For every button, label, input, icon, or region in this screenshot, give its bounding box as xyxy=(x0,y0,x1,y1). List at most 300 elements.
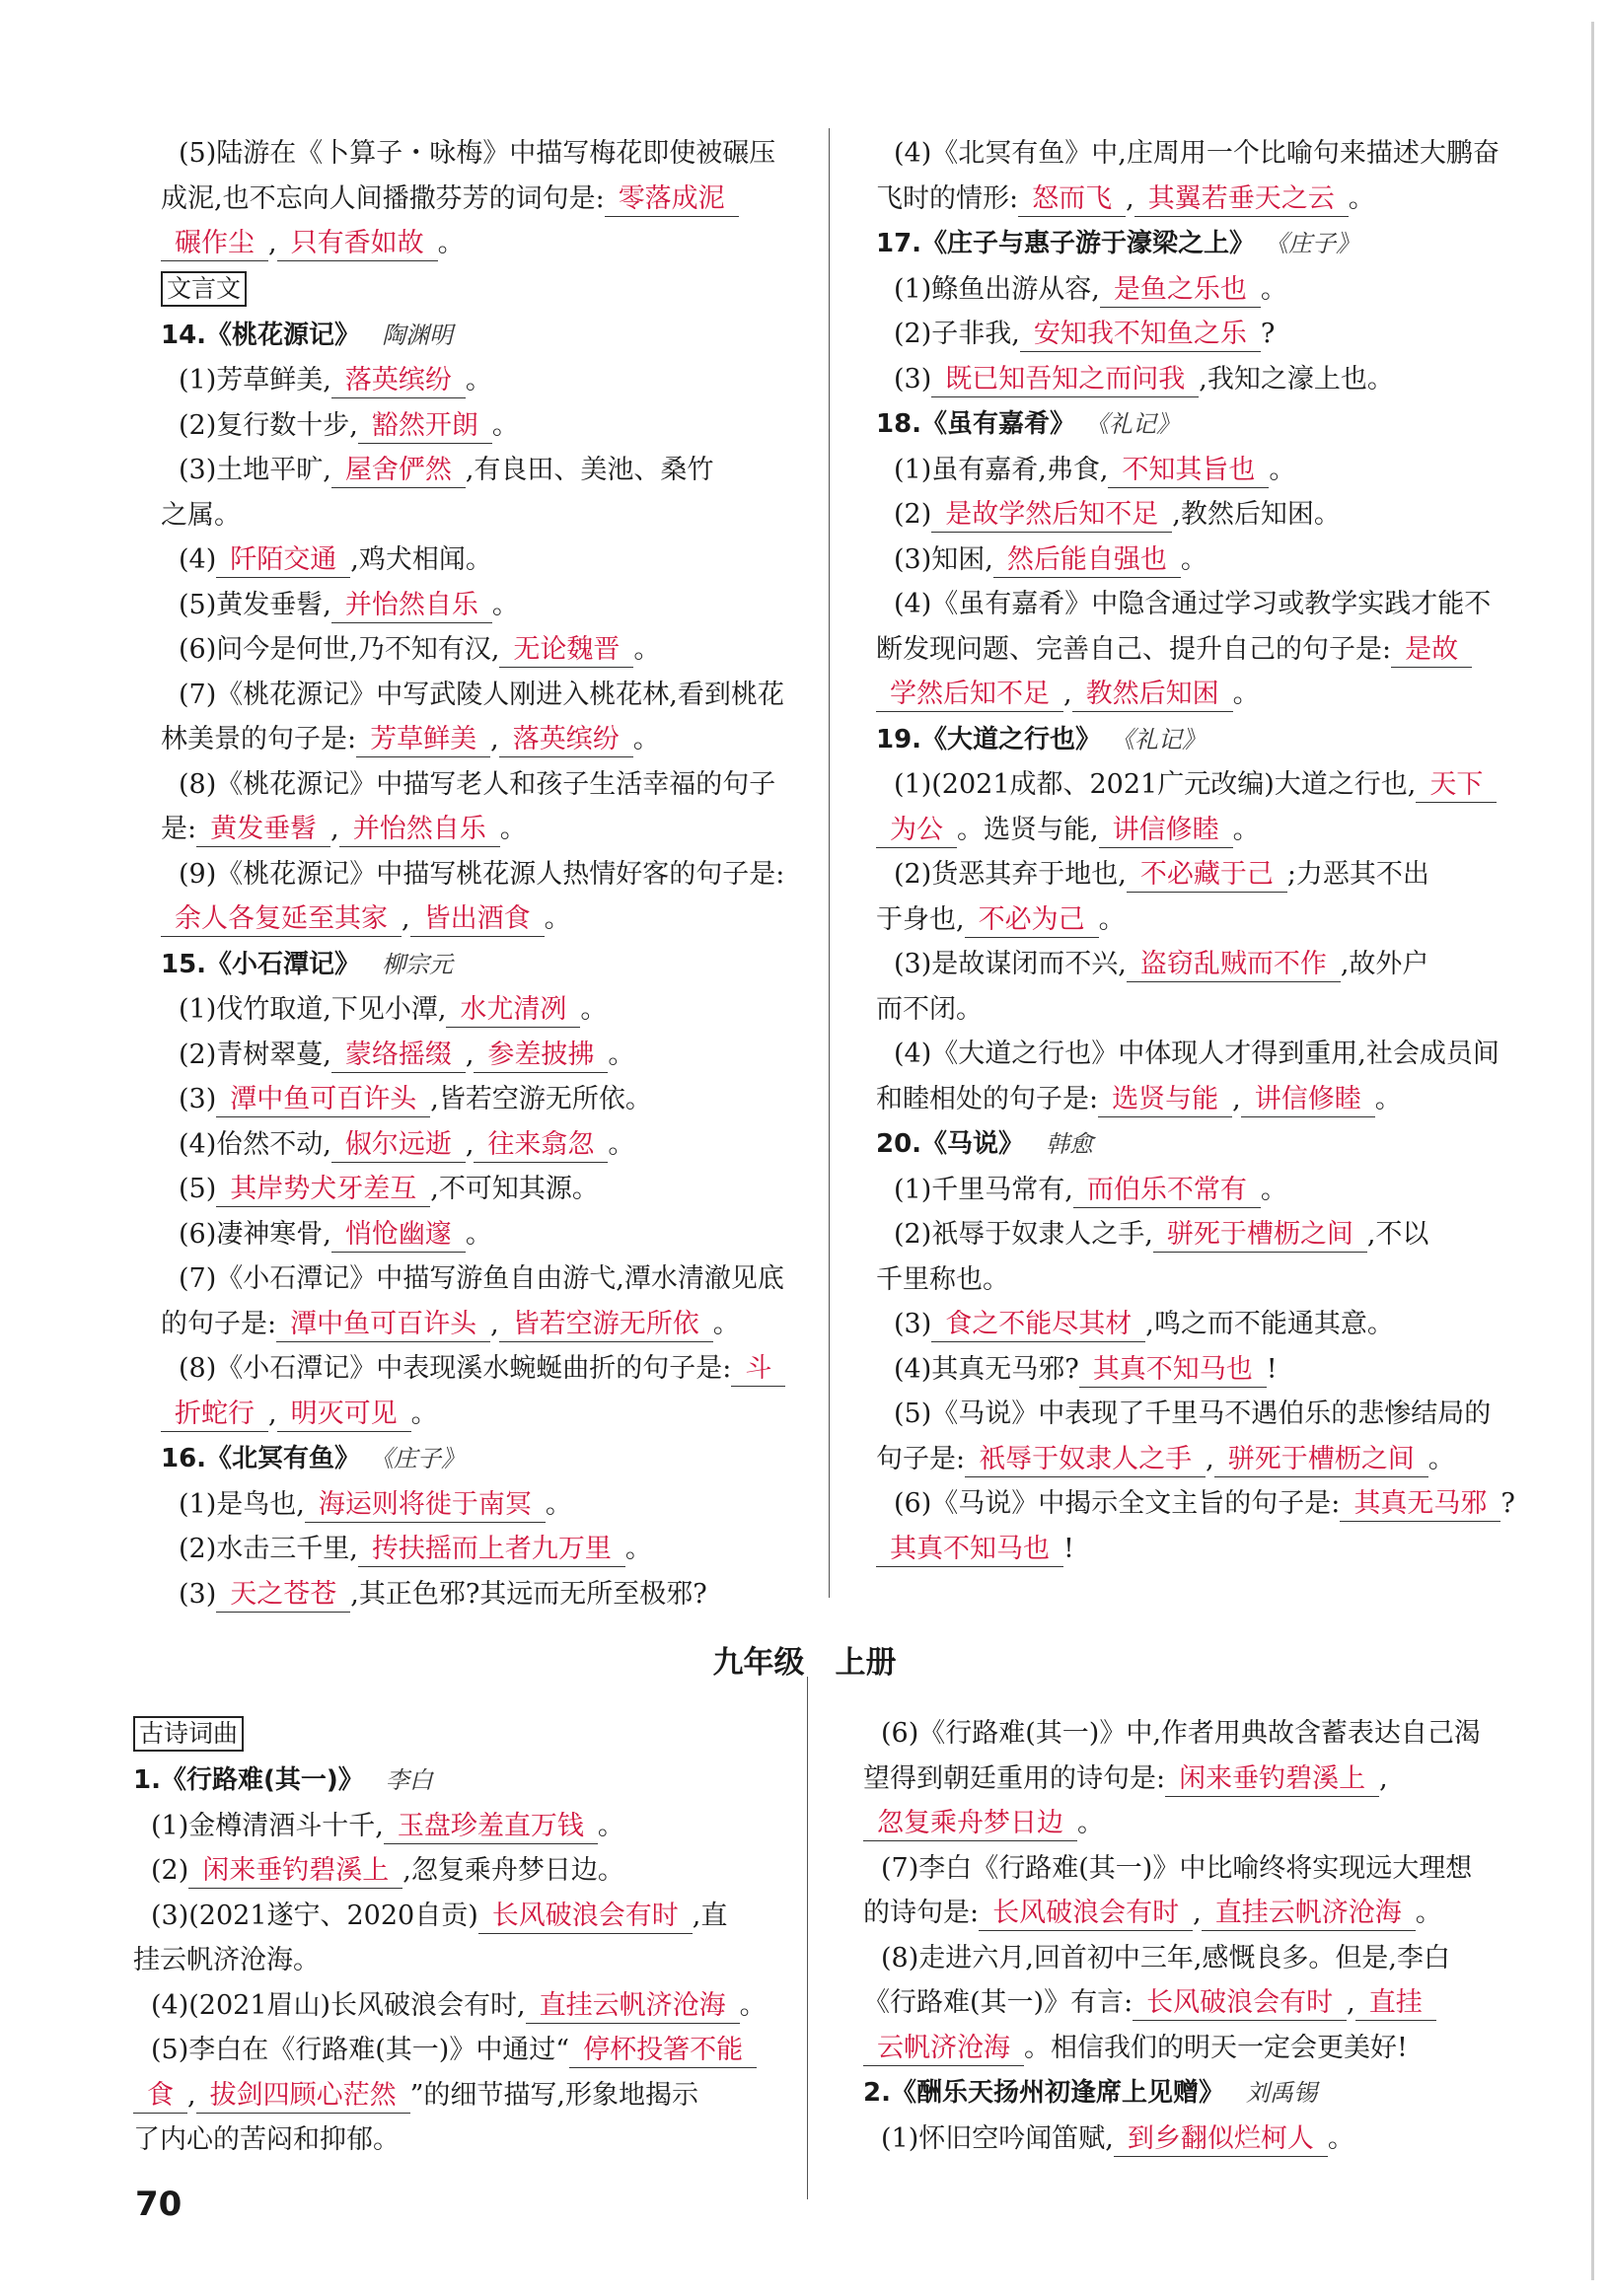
text-line xyxy=(876,808,1493,853)
static-text: 。 xyxy=(608,1039,635,1070)
answer-blank: 是鱼之乐也 xyxy=(1100,273,1261,308)
static-text: 望得到朝廷重用的诗句是: xyxy=(863,1762,1166,1794)
answer-blank: 玉盘珍羞直万钱 xyxy=(384,1810,598,1844)
text-line xyxy=(876,852,1493,897)
text-line xyxy=(876,762,1493,808)
text-line xyxy=(161,987,777,1033)
static-text: (3) xyxy=(894,1309,932,1339)
static-text: 。 xyxy=(544,903,571,934)
static-text: , xyxy=(490,1308,499,1339)
static-text: (2)货恶其弃于地也, xyxy=(894,859,1127,890)
text-line xyxy=(133,2073,779,2118)
text-line xyxy=(876,267,1493,313)
static-text: 。 xyxy=(1232,814,1260,845)
static-text: 。 xyxy=(491,409,519,441)
static-text: (6)问今是何世,乃不知有汉, xyxy=(179,634,500,665)
item-title: 2.《酬乐天扬州初逢席上见赠》 xyxy=(863,2078,1224,2108)
text-line xyxy=(876,448,1493,493)
static-text: , xyxy=(1126,182,1134,214)
static-text: (1)芳草鲜美, xyxy=(179,365,331,395)
text-line xyxy=(133,2028,779,2073)
text-line xyxy=(161,627,777,673)
static-text: 。 xyxy=(437,228,465,258)
item-heading xyxy=(161,942,777,988)
text-line xyxy=(161,221,777,266)
item-author: 李白 xyxy=(385,1766,433,1794)
text-line xyxy=(161,1212,777,1257)
answer-blank: 是故 xyxy=(1391,633,1472,668)
static-text: 断发现问题、完善自己、提升自己的句子是: xyxy=(876,633,1392,665)
item-title: 14.《桃花源记》 xyxy=(161,320,361,350)
answer-blank: 明灭可见 xyxy=(277,1398,411,1432)
column-divider-bottom xyxy=(807,1677,808,2199)
item-heading xyxy=(133,1758,779,1804)
static-text: (3)土地平旷, xyxy=(179,455,331,485)
static-text: (4)《虽有嘉肴》中隐含通过学习或教学实践才能不 xyxy=(894,589,1492,619)
static-text: (8)《桃花源记》中描写老人和孩子生活幸福的句子 xyxy=(179,768,776,800)
answer-blank: 俶尔远逝 xyxy=(331,1128,466,1163)
text-line xyxy=(876,131,1499,177)
text-line xyxy=(876,1437,1493,1482)
text-line xyxy=(876,1347,1493,1393)
text-line xyxy=(161,1346,777,1392)
answer-blank: 悄怆幽邃 xyxy=(331,1218,466,1253)
text-line xyxy=(863,1891,1495,1936)
static-text: (5) xyxy=(179,1174,217,1204)
item-heading xyxy=(863,2070,1495,2117)
answer-blank: 不必藏于己 xyxy=(1127,858,1287,893)
item-title: 15.《小石潭记》 xyxy=(161,949,361,979)
item-author: 刘禹锡 xyxy=(1245,2079,1317,2107)
text-line xyxy=(876,538,1493,583)
static-text: (7)李白《行路难(其一)》中比喻终将实现远大理想 xyxy=(881,1852,1473,1884)
text-line xyxy=(876,177,1493,222)
text-line xyxy=(876,1032,1499,1077)
static-text: 。 xyxy=(1098,903,1126,935)
static-text: 。 xyxy=(465,365,492,395)
static-text: 而不闭。 xyxy=(876,993,983,1025)
static-text: 。 xyxy=(608,1128,635,1160)
text-line xyxy=(876,312,1493,357)
static-text: (1)怀旧空吟闻笛赋, xyxy=(881,2122,1114,2154)
static-text: (8)走进六月,回首初中三年,感慨良多。但是,李白 xyxy=(881,1942,1450,1973)
static-text: ,直 xyxy=(692,1900,728,1931)
answer-blank: 选贤与能 xyxy=(1098,1083,1232,1117)
static-text: 了内心的苦闷和抑郁。 xyxy=(133,2124,400,2155)
static-text: (1)鲦鱼出游从容, xyxy=(894,273,1100,305)
right-column-top xyxy=(876,131,1515,1571)
static-text: ,不以 xyxy=(1366,1219,1429,1250)
answer-blank: 只有香如故 xyxy=(277,227,438,261)
static-text: ? xyxy=(1500,1488,1515,1519)
section-heading: 文言文 xyxy=(161,271,247,307)
answer-blank: 并怡然自乐 xyxy=(331,589,492,623)
left-column-top xyxy=(161,131,785,1616)
answer-blank: 碾作尘 xyxy=(161,227,268,261)
text-line xyxy=(161,358,777,403)
static-text: (2)青树翠蔓, xyxy=(179,1039,331,1070)
static-text: (5)《马说》中表现了千里马不遇伯乐的悲惨结局的 xyxy=(894,1399,1492,1429)
text-line xyxy=(161,403,777,449)
static-text: (2)子非我, xyxy=(894,319,1020,349)
static-text: , xyxy=(268,1398,277,1429)
answer-blank: 讲信修睦 xyxy=(1099,814,1233,848)
answer-blank: 闲来垂钓碧溪上 xyxy=(1165,1762,1379,1797)
text-line xyxy=(876,1168,1493,1213)
item-title: 19.《大道之行也》 xyxy=(876,724,1102,754)
static-text: 。 xyxy=(633,634,661,665)
static-text: 。 xyxy=(1374,1083,1402,1114)
static-text: 。 xyxy=(1415,1898,1442,1928)
text-line xyxy=(876,1212,1493,1257)
static-text: 。选贤与能, xyxy=(957,814,1099,845)
answer-blank: 天下 xyxy=(1416,768,1497,803)
text-line xyxy=(876,1302,1493,1347)
answer-blank: 闲来垂钓碧溪上 xyxy=(188,1854,402,1889)
text-line xyxy=(133,1804,779,1849)
static-text: , xyxy=(402,903,410,934)
text-line xyxy=(161,1122,777,1168)
static-text: ! xyxy=(1063,1533,1074,1564)
static-text: , xyxy=(1232,1083,1241,1114)
text-line xyxy=(161,1302,777,1347)
answer-blank: 其岸势犬牙差互 xyxy=(216,1173,430,1207)
static-text: , xyxy=(330,814,339,844)
static-text: 。 xyxy=(1427,1443,1455,1474)
answer-blank: 是故学然后知不足 xyxy=(931,498,1172,533)
text-line xyxy=(161,1527,777,1572)
text-line xyxy=(876,987,1493,1033)
answer-blank: 其翼若垂天之云 xyxy=(1134,182,1349,217)
text-line xyxy=(863,2026,1495,2071)
text-line xyxy=(863,1757,1495,1802)
static-text: 挂云帆济沧海。 xyxy=(133,1945,320,1975)
answer-blank: 长风破浪会有时 xyxy=(1133,1986,1347,2021)
static-text: 。 xyxy=(580,994,608,1025)
answer-blank: 阡陌交通 xyxy=(216,543,350,578)
answer-blank: 怒而飞 xyxy=(1018,182,1126,217)
static-text: ,故外户 xyxy=(1340,949,1429,979)
static-text: (3) xyxy=(179,1578,217,1610)
item-author: 《礼记》 xyxy=(1097,410,1181,438)
text-line xyxy=(161,177,777,222)
answer-blank: 直挂云帆济沧海 xyxy=(1202,1897,1416,1931)
static-text: (3)知困, xyxy=(894,543,993,575)
static-text: 句子是: xyxy=(876,1443,966,1474)
static-text: 。 xyxy=(1077,1808,1104,1838)
static-text: ,鸣之而不能通其意。 xyxy=(1145,1309,1394,1339)
answer-blank: 抟扶摇而上者九万里 xyxy=(358,1533,625,1567)
text-line xyxy=(161,762,777,808)
text-line xyxy=(161,1482,777,1528)
answer-blank: 屋舍俨然 xyxy=(331,454,466,488)
static-text: (4)《北冥有鱼》中,庄周用一个比喻句来描述大鹏奋 xyxy=(894,138,1499,169)
static-text: (1)(2021成都、2021广元改编)大道之行也, xyxy=(894,769,1417,800)
static-text: 于身也, xyxy=(876,903,965,935)
answer-blank: 零落成泥 xyxy=(605,182,739,217)
static-text: , xyxy=(1347,1987,1355,2018)
static-text: (4)《大道之行也》中体现人才得到重用,社会成员间 xyxy=(894,1039,1499,1069)
text-line xyxy=(876,672,1493,717)
text-line xyxy=(876,1481,1515,1527)
text-line xyxy=(876,627,1493,673)
static-text: ,其正色邪?其远而无所至极邪? xyxy=(350,1578,707,1610)
text-line xyxy=(863,1801,1495,1846)
answer-blank: 皆出酒食 xyxy=(410,902,545,937)
static-text: 。 xyxy=(1327,2122,1354,2154)
column-divider xyxy=(829,128,830,1598)
text-line xyxy=(161,131,777,177)
section-heading-row xyxy=(161,266,777,313)
answer-blank: 拔剑四顾心茫然 xyxy=(196,2079,410,2114)
answer-blank: 落英缤纷 xyxy=(331,364,466,398)
text-line xyxy=(161,1167,777,1212)
answer-blank: 为公 xyxy=(876,814,957,848)
static-text: 。 xyxy=(739,1989,767,2021)
static-text: 。 xyxy=(1348,182,1375,214)
static-text: (6)《行路难(其一)》中,作者用典故含蓄表达自己渴 xyxy=(881,1718,1481,1749)
static-text: (7)《小石潭记》中描写游鱼自由游弋,潭水清澈见底 xyxy=(179,1263,784,1294)
static-text: 。 xyxy=(597,1810,624,1841)
answer-blank: 而伯乐不常有 xyxy=(1073,1174,1261,1208)
text-line xyxy=(161,1256,784,1302)
static-text: 《行路难(其一)》有言: xyxy=(863,1987,1134,2018)
answer-blank: 不知其旨也 xyxy=(1108,454,1269,488)
text-line xyxy=(876,1077,1493,1122)
answer-blank: 停杯投箸不能 xyxy=(569,2034,757,2068)
static-text: , xyxy=(465,1128,475,1160)
grade-title: 九年级 上册 xyxy=(712,1645,897,1681)
item-title: 20.《马说》 xyxy=(876,1129,1025,1159)
static-text: ? xyxy=(1260,319,1276,349)
static-text: (3)是故谋闭而不兴, xyxy=(894,949,1127,979)
text-line xyxy=(876,357,1493,402)
answer-blank: 潭中鱼可百许头 xyxy=(276,1308,490,1342)
answer-blank: 教然后知困 xyxy=(1072,678,1233,712)
answer-blank: 并怡然自乐 xyxy=(339,813,500,847)
answer-blank: 往来翕忽 xyxy=(474,1128,608,1163)
static-text: , xyxy=(1206,1443,1214,1474)
static-text: , xyxy=(268,228,277,258)
answer-blank: 祇辱于奴隶人之手 xyxy=(965,1443,1206,1477)
text-line xyxy=(133,2117,779,2163)
text-line xyxy=(133,1983,779,2029)
answer-blank: 不必为己 xyxy=(965,903,1099,938)
static-text: 。 xyxy=(1180,543,1207,575)
text-line xyxy=(161,673,784,718)
text-line xyxy=(876,897,1493,943)
text-line xyxy=(161,538,777,583)
answer-blank: 天之苍苍 xyxy=(216,1578,350,1613)
answer-blank: 盗窃乱贼而不作 xyxy=(1127,948,1341,982)
static-text: (3) xyxy=(894,363,932,395)
right-column-bottom xyxy=(863,1711,1495,2161)
item-heading xyxy=(876,717,1493,763)
static-text: (2)复行数十步, xyxy=(179,409,358,441)
text-line xyxy=(161,448,777,493)
static-text: ,皆若空游无所依。 xyxy=(430,1084,652,1114)
item-author: 《庄子》 xyxy=(1277,230,1360,257)
item-author: 《庄子》 xyxy=(382,1445,466,1472)
answer-blank: 长风破浪会有时 xyxy=(979,1897,1193,1931)
answer-blank: 其真无马邪 xyxy=(1340,1487,1500,1522)
answer-blank: 其真不知马也 xyxy=(876,1533,1063,1567)
text-line xyxy=(161,717,777,762)
static-text: (4)佁然不动, xyxy=(179,1128,331,1160)
static-text: (5)李白在《行路难(其一)》中通过“ xyxy=(151,2035,570,2065)
text-line xyxy=(133,1894,779,1939)
item-heading xyxy=(876,1121,1493,1168)
answer-blank: 云帆济沧海 xyxy=(863,2032,1024,2066)
answer-blank: 安知我不知鱼之乐 xyxy=(1020,318,1261,352)
static-text: (1)金樽清酒斗十千, xyxy=(151,1810,384,1841)
text-line xyxy=(161,583,777,628)
answer-blank: 水尤清冽 xyxy=(446,993,580,1028)
answer-blank: 学然后知不足 xyxy=(876,678,1063,712)
static-text: 。相信我们的明天一定会更美好! xyxy=(1024,2032,1408,2063)
answer-blank: 长风破浪会有时 xyxy=(478,1900,693,1934)
static-text: (7)《桃花源记》中写武陵人刚进入桃花林,看到桃花 xyxy=(179,679,784,710)
static-text: (1)是鸟也, xyxy=(179,1488,305,1520)
answer-blank: 无论魏晋 xyxy=(499,633,633,668)
text-line xyxy=(161,1077,777,1122)
answer-blank: 骈死于槽枥之间 xyxy=(1153,1218,1367,1253)
static-text: 成泥,也不忘向人间播撒芬芳的词句是: xyxy=(161,182,605,214)
item-title: 18.《虽有嘉肴》 xyxy=(876,409,1076,439)
answer-blank: 食之不能尽其材 xyxy=(931,1308,1145,1342)
answer-blank: 豁然开朗 xyxy=(358,409,492,444)
answer-blank: 到乡翻似烂柯人 xyxy=(1114,2122,1328,2157)
answer-blank: 讲信修睦 xyxy=(1241,1083,1375,1117)
answer-blank: 余人各复延至其家 xyxy=(161,902,402,937)
static-text: ,忽复乘舟梦日边。 xyxy=(402,1855,624,1886)
item-author: 韩愈 xyxy=(1046,1130,1094,1158)
item-title: 16.《北冥有鱼》 xyxy=(161,1444,361,1473)
answer-blank: 海运则将徙于南冥 xyxy=(305,1488,546,1523)
static-text: ,不可知其源。 xyxy=(430,1174,599,1204)
static-text: (6)凄神寒骨, xyxy=(179,1218,331,1250)
text-line xyxy=(863,1980,1495,2026)
static-text: 林美景的句子是: xyxy=(161,724,357,754)
static-text: 。 xyxy=(1269,454,1296,485)
static-text: (8)《小石潭记》中表现溪水蜿蜒曲折的句子是: xyxy=(179,1353,732,1384)
answer-blank: 直挂 xyxy=(1355,1986,1436,2021)
static-text: , xyxy=(490,724,499,754)
static-text: , xyxy=(187,2079,196,2111)
static-text: 之属。 xyxy=(161,499,241,531)
answer-blank: 皆若空游无所依 xyxy=(499,1308,713,1342)
static-text: 的诗句是: xyxy=(863,1898,980,1928)
answer-blank: 斗 xyxy=(731,1352,785,1387)
section-heading: 古诗词曲 xyxy=(133,1716,244,1752)
static-text: (4) xyxy=(179,544,217,575)
text-line xyxy=(863,1711,1495,1757)
answer-blank: 黄发垂髫 xyxy=(196,813,330,847)
answer-blank: 食 xyxy=(133,2079,187,2114)
answer-blank: 然后能自强也 xyxy=(993,543,1181,578)
static-text: 。 xyxy=(499,814,527,844)
answer-blank: 忽复乘舟梦日边 xyxy=(863,1807,1077,1841)
left-column-bottom xyxy=(133,1711,779,2163)
static-text: ,鸡犬相闻。 xyxy=(350,544,492,575)
page-edge-line xyxy=(1591,22,1594,2280)
static-text: 。 xyxy=(545,1488,572,1520)
static-text: , xyxy=(1193,1898,1202,1928)
static-text: 。 xyxy=(1260,273,1287,305)
static-text: ;力恶其不出 xyxy=(1286,859,1429,890)
static-text: 飞时的情形: xyxy=(876,182,1019,214)
static-text: (4)其真无马邪? xyxy=(894,1353,1079,1385)
answer-blank: 潭中鱼可百许头 xyxy=(216,1083,430,1117)
text-line xyxy=(161,897,777,942)
static-text: 。 xyxy=(1260,1174,1287,1205)
static-text: 。 xyxy=(632,724,660,754)
static-text: , xyxy=(1379,1762,1388,1794)
static-text: (5)陆游在《卜算子・咏梅》中描写梅花即使被碾压 xyxy=(179,138,776,169)
static-text: ,有良田、美池、桑竹 xyxy=(465,455,714,485)
static-text: (2)水击三千里, xyxy=(179,1534,358,1564)
static-text: 。 xyxy=(624,1534,652,1564)
static-text: 。 xyxy=(712,1308,740,1339)
static-text: 。 xyxy=(491,589,519,620)
static-text: ,教然后知困。 xyxy=(1172,499,1341,530)
text-line xyxy=(161,1572,777,1617)
static-text: 。 xyxy=(465,1218,492,1250)
item-heading xyxy=(161,1436,777,1482)
text-line xyxy=(133,1848,779,1894)
static-text: ! xyxy=(1266,1353,1278,1385)
text-line xyxy=(876,1392,1493,1437)
answer-blank: 参差披拂 xyxy=(474,1039,608,1073)
text-line xyxy=(876,942,1493,987)
answer-blank: 其真不知马也 xyxy=(1079,1353,1267,1388)
text-line xyxy=(876,492,1493,538)
text-line xyxy=(863,2117,1495,2162)
static-text: (2)祇辱于奴隶人之手, xyxy=(894,1219,1153,1250)
item-author: 柳宗元 xyxy=(382,950,454,978)
static-text: (9)《桃花源记》中描写桃花源人热情好客的句子是: xyxy=(179,858,785,890)
static-text: (4)(2021眉山)长风破浪会有时, xyxy=(151,1989,526,2021)
item-author: 《礼记》 xyxy=(1123,725,1207,753)
static-text: (2) xyxy=(151,1855,189,1886)
static-text: (1)千里马常有, xyxy=(894,1174,1073,1205)
item-title: 17.《庄子与惠子游于濠梁之上》 xyxy=(876,229,1256,258)
text-line xyxy=(876,1527,1493,1572)
answer-blank: 落英缤纷 xyxy=(499,723,633,757)
static-text: (1)虽有嘉肴,弗食, xyxy=(894,454,1109,485)
text-line xyxy=(863,1936,1495,1981)
static-text: 是: xyxy=(161,814,197,844)
static-text: 和睦相处的句子是: xyxy=(876,1083,1099,1114)
item-title: 1.《行路难(其一)》 xyxy=(133,1765,364,1795)
text-line xyxy=(876,582,1493,627)
text-line xyxy=(133,1938,779,1983)
item-heading xyxy=(876,221,1493,267)
item-heading xyxy=(161,313,777,359)
text-line xyxy=(863,1846,1495,1892)
static-text: , xyxy=(1063,679,1072,709)
static-text: 。 xyxy=(1232,679,1260,709)
static-text: (3) xyxy=(179,1084,217,1114)
text-line xyxy=(161,493,777,538)
text-line xyxy=(161,807,777,852)
answer-blank: 折蛇行 xyxy=(161,1398,268,1432)
static-text: ,我知之濠上也。 xyxy=(1199,363,1394,395)
item-author: 陶渊明 xyxy=(382,321,454,349)
answer-blank: 直挂云帆济沧海 xyxy=(526,1989,740,2024)
static-text: (6)《马说》中揭示全文主旨的句子是: xyxy=(894,1488,1341,1519)
static-text: (2) xyxy=(894,499,932,530)
